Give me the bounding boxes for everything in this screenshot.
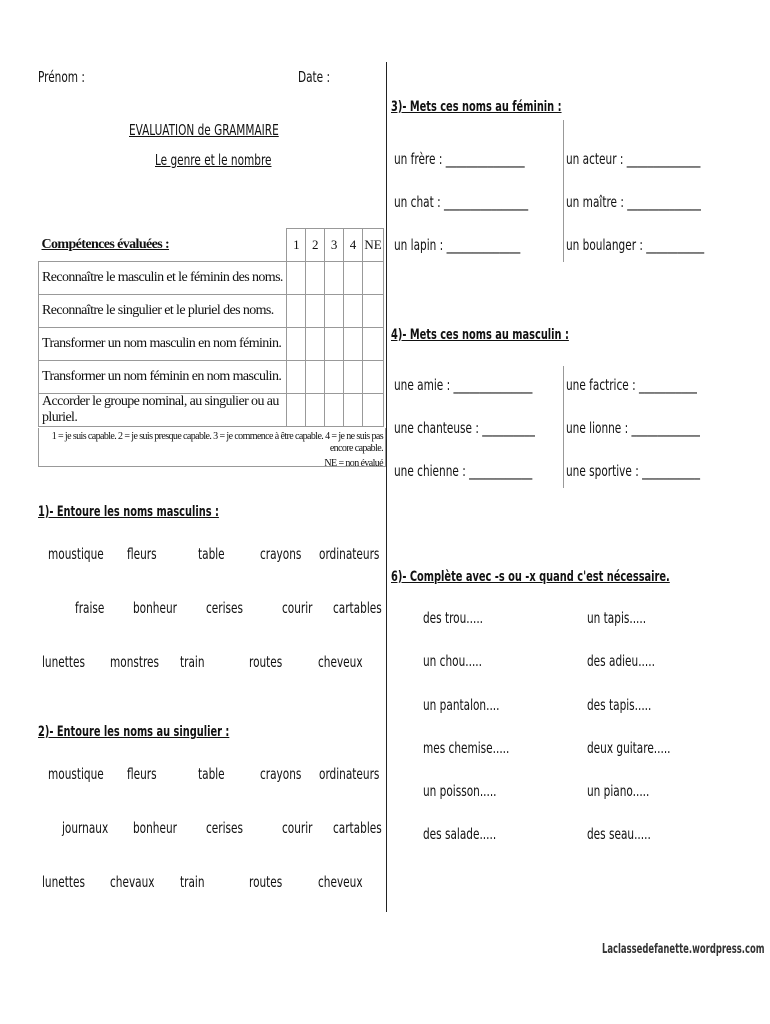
score-cell[interactable] <box>325 295 344 328</box>
word-item[interactable]: train <box>180 873 205 891</box>
exercise-6-title: 6)- Complète avec -s ou -x quand c'est nécessaire. <box>391 569 670 585</box>
fill-in-item[interactable]: un tapis..... <box>587 609 647 627</box>
fill-in-item[interactable]: un lapin : ______________ <box>394 236 521 254</box>
fill-in-item[interactable]: un chat : ________________ <box>394 193 529 211</box>
competence-label: Reconnaître le masculin et le féminin des noms. <box>39 262 287 295</box>
exercise-4-title: 4)- Mets ces noms au masculin : <box>391 327 569 343</box>
fill-in-item[interactable]: deux guitare..... <box>587 739 671 757</box>
word-item[interactable]: fleurs <box>127 765 157 783</box>
worksheet-title: EVALUATION de GRAMMAIRE <box>129 121 279 139</box>
score-cell[interactable] <box>344 262 363 295</box>
score-cell[interactable] <box>344 394 363 427</box>
fill-in-item[interactable]: un frère : _______________ <box>394 150 525 168</box>
score-cell[interactable] <box>306 361 325 394</box>
footer-credit: Laclassedefanette.wordpress.com <box>602 942 765 957</box>
score-cell[interactable] <box>287 328 306 361</box>
legend-line-1: 1 = je suis capable. 2 = je suis presque capable. 3 = je commence à être capable. 4 = je ne suis pas encore capable. <box>51 431 383 454</box>
fill-in-item[interactable]: un maître : ______________ <box>566 193 701 211</box>
exercise-1-title: 1)- Entoure les noms masculins : <box>38 504 219 520</box>
word-item[interactable]: courir <box>282 599 313 617</box>
fill-in-item[interactable]: un pantalon.... <box>423 696 500 714</box>
score-cell[interactable] <box>344 295 363 328</box>
word-item[interactable]: fraise <box>75 599 105 617</box>
word-item[interactable]: courir <box>282 819 313 837</box>
fill-in-item[interactable]: une chienne : ____________ <box>394 462 533 480</box>
score-cell[interactable] <box>325 361 344 394</box>
word-item[interactable]: journaux <box>62 819 109 837</box>
score-cell[interactable] <box>287 295 306 328</box>
score-cell[interactable] <box>362 328 383 361</box>
fill-in-item[interactable]: une amie : _______________ <box>394 376 533 394</box>
word-item[interactable]: chevaux <box>110 873 155 891</box>
fill-in-item[interactable]: un chou..... <box>423 652 482 670</box>
fill-in-item[interactable]: des trou..... <box>423 609 484 627</box>
fill-in-item[interactable]: des adieu..... <box>587 652 655 670</box>
word-item[interactable]: ordinateurs <box>319 545 380 563</box>
word-item[interactable]: cheveux <box>318 653 363 671</box>
word-item[interactable]: train <box>180 653 205 671</box>
column-3: 3 <box>325 229 344 262</box>
word-item[interactable]: bonheur <box>133 599 177 617</box>
word-item[interactable]: routes <box>249 653 283 671</box>
score-cell[interactable] <box>287 361 306 394</box>
word-item[interactable]: crayons <box>260 545 302 563</box>
word-item[interactable]: lunettes <box>42 873 85 891</box>
score-cell[interactable] <box>287 394 306 427</box>
word-item[interactable]: crayons <box>260 765 302 783</box>
word-item[interactable]: lunettes <box>42 653 85 671</box>
score-cell[interactable] <box>306 262 325 295</box>
fill-in-item[interactable]: des salade..... <box>423 825 497 843</box>
word-item[interactable]: cartables <box>333 599 382 617</box>
word-item[interactable]: moustique <box>48 545 104 563</box>
fill-in-item[interactable]: une factrice : ___________ <box>566 376 697 394</box>
fill-in-item[interactable]: des seau..... <box>587 825 651 843</box>
word-item[interactable]: routes <box>249 873 283 891</box>
column-1: 1 <box>287 229 306 262</box>
word-item[interactable]: fleurs <box>127 545 157 563</box>
word-item[interactable]: table <box>198 545 225 563</box>
column-2: 2 <box>306 229 325 262</box>
column-divider <box>386 62 387 912</box>
fill-in-item[interactable]: des tapis..... <box>587 696 652 714</box>
score-cell[interactable] <box>362 361 383 394</box>
competence-label: Transformer un nom féminin en nom masculin. <box>39 361 287 394</box>
word-item[interactable]: moustique <box>48 765 104 783</box>
competence-row <box>39 394 384 427</box>
competence-row <box>39 262 384 295</box>
exercise-3-title: 3)- Mets ces noms au féminin : <box>391 99 562 115</box>
word-item[interactable]: monstres <box>110 653 160 671</box>
score-cell[interactable] <box>344 328 363 361</box>
column-ne: NE <box>362 229 383 262</box>
fill-in-item[interactable]: un piano..... <box>587 782 650 800</box>
competences-table <box>38 228 384 427</box>
legend-line-2: NE = non évalué <box>324 458 383 469</box>
score-cell[interactable] <box>325 328 344 361</box>
competence-row <box>39 361 384 394</box>
word-item[interactable]: table <box>198 765 225 783</box>
word-item[interactable]: cerises <box>206 599 243 617</box>
word-item[interactable]: cheveux <box>318 873 363 891</box>
score-cell[interactable] <box>306 328 325 361</box>
column-4: 4 <box>344 229 363 262</box>
competence-row <box>39 295 384 328</box>
score-cell[interactable] <box>362 262 383 295</box>
fill-in-item[interactable]: un acteur : ______________ <box>566 150 701 168</box>
fill-in-item[interactable]: une chanteuse : __________ <box>394 419 535 437</box>
word-item[interactable]: cerises <box>206 819 243 837</box>
score-cell[interactable] <box>325 262 344 295</box>
fill-in-item[interactable]: un poisson..... <box>423 782 497 800</box>
fill-in-item[interactable]: une lionne : _____________ <box>566 419 700 437</box>
word-item[interactable]: cartables <box>333 819 382 837</box>
competence-row <box>39 328 384 361</box>
prenom-label: Prénom : <box>38 68 85 86</box>
score-cell[interactable] <box>325 394 344 427</box>
competence-label: Accorder le groupe nominal, au singulier ou au pluriel. <box>39 394 287 427</box>
score-cell[interactable] <box>306 295 325 328</box>
date-label: Date : <box>298 68 331 86</box>
competence-label: Transformer un nom masculin en nom féminin. <box>39 328 287 361</box>
fill-in-item[interactable]: une sportive : ___________ <box>566 462 700 480</box>
score-cell[interactable] <box>362 295 383 328</box>
competences-header-row <box>39 229 384 262</box>
fill-in-item[interactable]: un boulanger : ___________ <box>566 236 705 254</box>
score-cell[interactable] <box>287 262 306 295</box>
score-cell[interactable] <box>306 394 325 427</box>
exercise-3-divider <box>563 120 564 262</box>
competence-label: Reconnaître le singulier et le pluriel des noms. <box>39 295 287 328</box>
word-item[interactable]: ordinateurs <box>319 765 380 783</box>
competences-legend <box>38 428 386 467</box>
worksheet-subtitle: Le genre et le nombre <box>155 151 272 169</box>
score-cell[interactable] <box>362 394 383 427</box>
word-item[interactable]: bonheur <box>133 819 177 837</box>
exercise-4-divider <box>563 366 564 488</box>
fill-in-item[interactable]: mes chemise..... <box>423 739 510 757</box>
exercise-2-title: 2)- Entoure les noms au singulier : <box>38 724 230 740</box>
score-cell[interactable] <box>344 361 363 394</box>
competences-heading: Compétences évaluées : <box>39 229 287 262</box>
